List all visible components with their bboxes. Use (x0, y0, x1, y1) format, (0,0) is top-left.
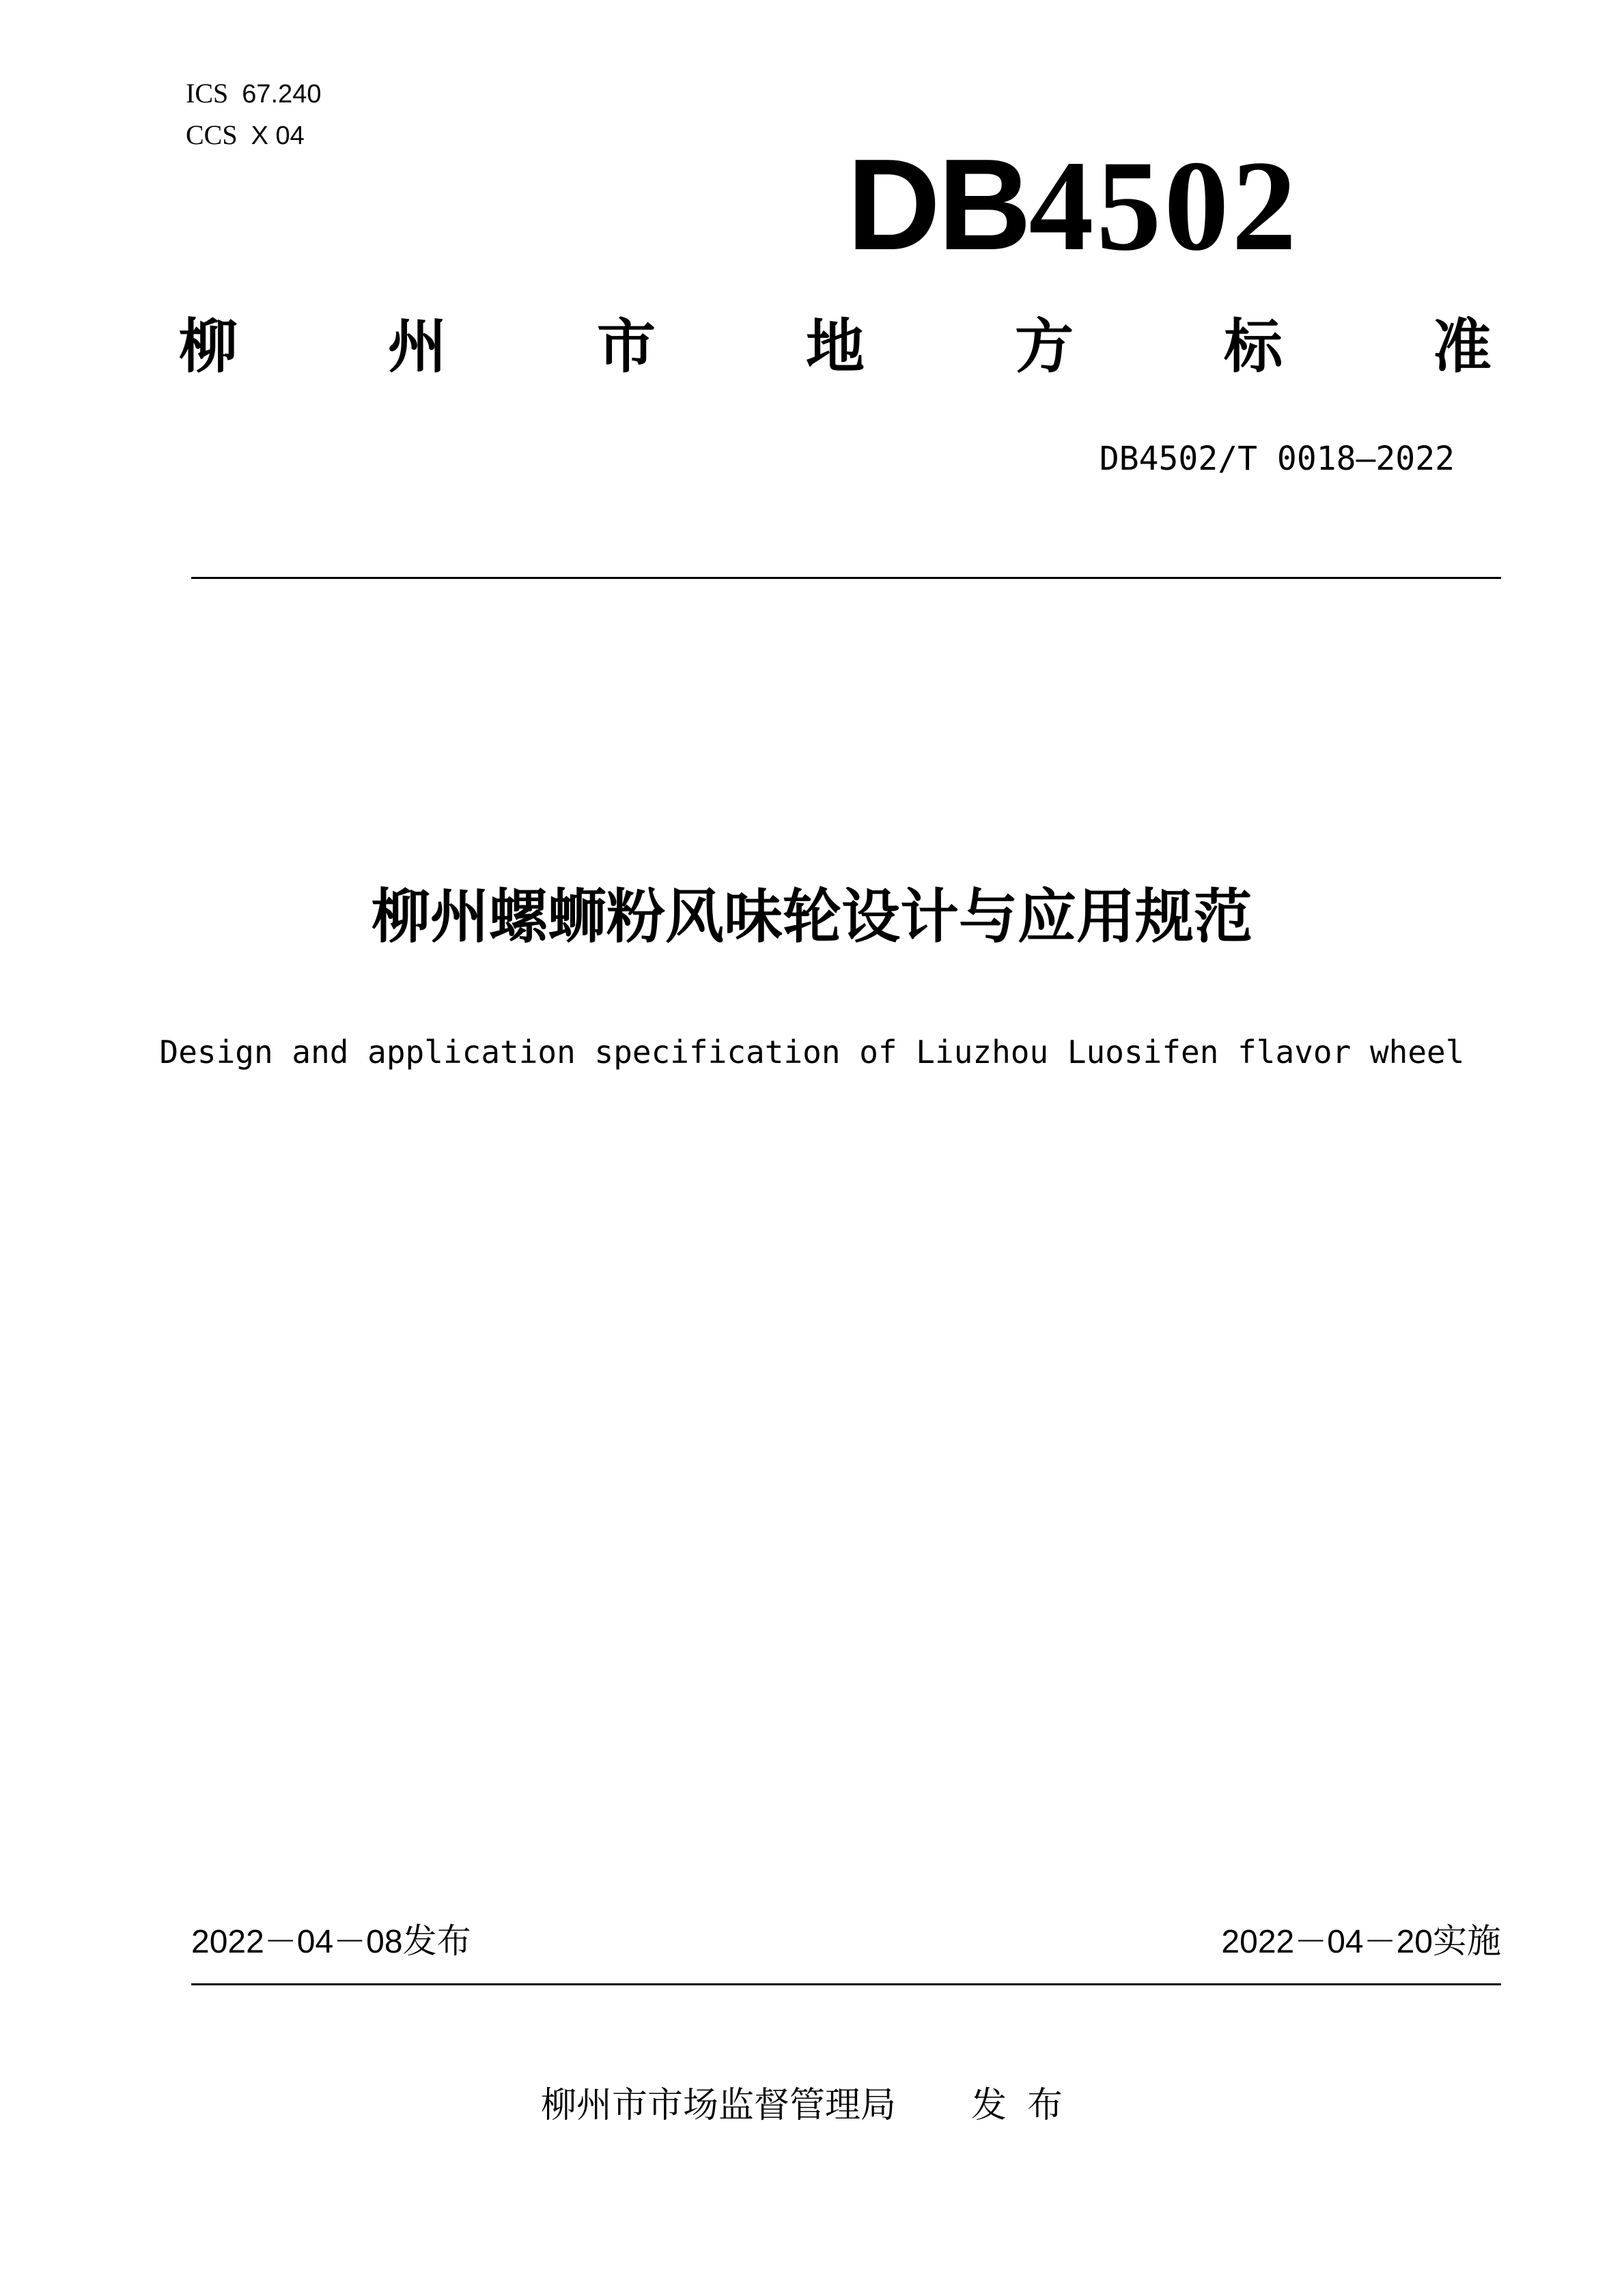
top-divider (191, 577, 1501, 579)
publish-date (191, 1921, 471, 1961)
ccs-line (186, 119, 305, 150)
implement-date (1221, 1921, 1501, 1961)
standard-number: DB4502/T 0018—2022 (1099, 440, 1455, 478)
standard-type-char: 方 (1015, 313, 1074, 381)
ics-code: 67.240 (242, 80, 322, 109)
standard-type-char: 市 (597, 313, 656, 381)
bottom-divider (191, 1983, 1501, 1985)
ics-line (186, 80, 321, 107)
db-code: 4502 (1028, 134, 1300, 278)
ics-label: ICS (186, 78, 229, 109)
title-chinese: 柳州螺蛳粉风味轮设计与应用规范 (372, 883, 1252, 951)
title-english: Design and application specification of Liuzhou Luosifen flavor wheel (159, 1034, 1465, 1071)
standard-type-char: 州 (388, 313, 447, 381)
standard-type-heading (179, 313, 1492, 381)
standard-type-char: 准 (1433, 313, 1492, 381)
issuer-action: 发布 (971, 2085, 1084, 2126)
issuer-name: 柳州市市场监督管理局 (540, 2085, 896, 2126)
standard-type-char: 柳 (179, 313, 238, 381)
ccs-label: CCS (186, 119, 238, 150)
standard-type-char: 标 (1224, 313, 1283, 381)
ccs-code: X 04 (251, 122, 305, 150)
issuer-line (0, 2085, 1624, 2126)
implement-label: 实施 (1433, 1921, 1501, 1961)
db-logo (847, 132, 1300, 278)
publish-label: 发布 (402, 1921, 471, 1961)
db-letters: DB (847, 132, 1029, 277)
standard-type-char: 地 (806, 313, 865, 381)
publish-date-value: 2022－04－08 (191, 1924, 403, 1960)
implement-date-value: 2022－04－20 (1221, 1924, 1433, 1960)
